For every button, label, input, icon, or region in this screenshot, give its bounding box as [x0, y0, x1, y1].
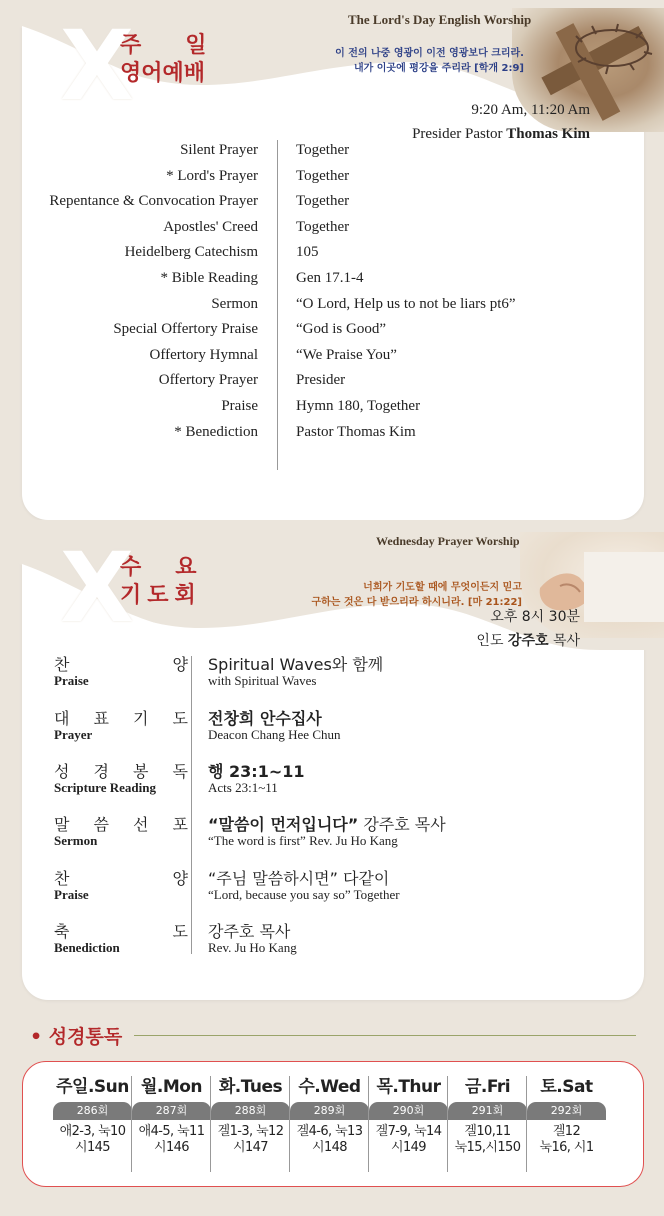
- day-name: 화.Tues: [218, 1077, 283, 1097]
- day-name: 수.Wed: [298, 1077, 361, 1097]
- order-row: [22, 342, 642, 368]
- order-korean-value: [208, 866, 389, 889]
- label-char: 축: [54, 922, 70, 941]
- wednesday-order-row: [22, 706, 642, 756]
- bible-day: [369, 1074, 448, 1156]
- day-reading-line2: 눅15,시150: [454, 1140, 521, 1155]
- wednesday-x-mark: X: [60, 532, 135, 644]
- wednesday-order-row: [22, 812, 642, 862]
- order-korean-value-bold: “말씀이 먼저입니다”: [208, 815, 359, 834]
- order-value: 105: [296, 244, 319, 261]
- day-name: 목.Thur: [376, 1077, 441, 1097]
- order-korean-label: [54, 652, 188, 675]
- order-value: Together: [296, 193, 350, 210]
- day-reading-line2: 시149: [391, 1140, 426, 1155]
- day-session-badge: 286회: [53, 1102, 132, 1120]
- sunday-time: 9:20 Am, 11:20 Am: [471, 102, 590, 118]
- day-separator: [131, 1076, 132, 1172]
- day-separator: [447, 1076, 448, 1172]
- label-char: 찬: [54, 655, 70, 674]
- day-session-badge: 287회: [132, 1102, 211, 1120]
- order-label: Apostles' Creed: [163, 218, 258, 235]
- bible-day: [448, 1074, 527, 1156]
- order-label: Praise: [221, 398, 258, 414]
- order-korean-value: [208, 919, 290, 942]
- order-korean-value-text: 강주호 목사: [358, 815, 446, 834]
- order-row: [22, 393, 642, 419]
- label-char: 양: [172, 655, 188, 674]
- order-english-value: with Spiritual Waves: [208, 673, 317, 688]
- label-char: 경: [93, 762, 109, 781]
- order-value: “O Lord, Help us to not be liars pt6”: [296, 295, 516, 312]
- leader-prefix: 인도: [476, 633, 508, 649]
- order-label: Special Offertory Praise: [113, 321, 258, 338]
- order-label: Offertory Hymnal: [149, 346, 258, 363]
- label-char: 표: [93, 709, 109, 728]
- order-english-label: Praise: [54, 887, 89, 902]
- day-reading-line1: 겔4-6, 눅13: [296, 1124, 363, 1139]
- order-row: [22, 163, 642, 189]
- order-english-value: “Lord, because you say so” Together: [208, 887, 400, 902]
- order-label: Sermon: [211, 295, 258, 312]
- order-row: [22, 419, 642, 445]
- day-name: 주일.Sun: [56, 1077, 129, 1097]
- bible-day: [527, 1074, 606, 1156]
- presider-name: Thomas Kim: [506, 126, 590, 142]
- wednesday-leader: [476, 630, 580, 650]
- order-korean-value: [208, 812, 446, 835]
- order-english-value: Deacon Chang Hee Chun: [208, 727, 341, 742]
- order-label: Offertory Prayer: [158, 372, 258, 389]
- order-row: [22, 316, 642, 342]
- wednesday-order-row: [22, 652, 642, 702]
- order-english-value: Rev. Ju Ho Kang: [208, 940, 297, 955]
- day-reading-line2: 시148: [312, 1140, 347, 1155]
- order-korean-value-text: 행 23:1~11: [208, 762, 305, 781]
- day-reading-line2: 시146: [154, 1140, 189, 1155]
- order-korean-label: [54, 866, 188, 889]
- sunday-verse: [335, 46, 524, 76]
- label-char: 양: [172, 869, 188, 888]
- bible-reading-heading: • 성경통독: [30, 1026, 123, 1048]
- bible-day: [290, 1074, 369, 1156]
- day-session-badge: 289회: [290, 1102, 369, 1120]
- bible-day: [211, 1074, 290, 1156]
- label-char: 찬: [54, 869, 70, 888]
- wednesday-order-row: [22, 919, 642, 969]
- order-row: [22, 239, 642, 265]
- order-value: “We Praise You”: [296, 346, 397, 363]
- order-value: Together: [296, 167, 350, 184]
- bible-day: [53, 1074, 132, 1156]
- sunday-title-line2: 영어예배: [120, 61, 206, 86]
- order-korean-value: [208, 706, 322, 729]
- order-row: [22, 214, 642, 240]
- label-char: 씀: [93, 815, 109, 834]
- day-reading-line1: 겔7-9, 눅14: [375, 1124, 442, 1139]
- order-value: Together: [296, 218, 350, 235]
- order-row: [22, 291, 642, 317]
- wednesday-order-row: [22, 759, 642, 809]
- sunday-title-line1: 주 일: [120, 33, 207, 58]
- day-separator: [368, 1076, 369, 1172]
- label-char: 성: [54, 762, 70, 781]
- label-char: 도: [172, 922, 188, 941]
- order-value: “God is Good”: [296, 321, 386, 338]
- wednesday-title-line2: 기도회: [120, 583, 202, 608]
- order-korean-label: [54, 812, 188, 835]
- order-row: [22, 367, 642, 393]
- wednesday-order-row: [22, 866, 642, 916]
- order-english-label: Scripture Reading: [54, 780, 156, 795]
- label-char: 기: [133, 709, 149, 728]
- wednesday-english-title: Wednesday Prayer Worship: [376, 534, 520, 548]
- order-korean-value-text: “주님 말씀하시면” 다같이: [208, 869, 390, 888]
- day-reading-line1: 애4-5, 눅11: [138, 1124, 205, 1139]
- leader-name: 강주호: [507, 633, 549, 649]
- day-reading-line1: 애2-3, 눅10: [59, 1124, 126, 1139]
- label-char: 도: [172, 709, 188, 728]
- label-char: 말: [54, 815, 70, 834]
- order-value: Together: [296, 142, 350, 158]
- order-label: Silent Prayer: [180, 142, 258, 158]
- label-char: 선: [133, 815, 149, 834]
- order-value: Gen 17.1-4: [296, 270, 364, 286]
- order-label: Heidelberg Catechism: [124, 244, 258, 261]
- order-row: [22, 188, 642, 214]
- order-english-label: Sermon: [54, 833, 98, 848]
- wednesday-verse-line1: 너희가 기도할 때에 무엇이든지 믿고: [363, 582, 522, 593]
- leader-suffix: 목사: [548, 633, 580, 649]
- order-english-label: Praise: [54, 673, 89, 688]
- sunday-x-mark: X: [60, 10, 135, 122]
- order-row: [22, 265, 642, 291]
- wednesday-verse-line2: 구하는 것은 다 받으리라 하시니라. [마 21:22]: [311, 597, 522, 608]
- order-korean-value: [208, 759, 305, 782]
- label-char: 봉: [133, 762, 149, 781]
- day-session-badge: 291회: [448, 1102, 527, 1120]
- order-korean-value-text: 강주호 목사: [208, 922, 291, 941]
- order-english-label: Prayer: [54, 727, 93, 742]
- order-label: Repentance & Convocation Prayer: [49, 193, 258, 210]
- wednesday-time: 오후 8시 30분: [490, 609, 580, 625]
- day-name: 월.Mon: [140, 1077, 203, 1097]
- order-english-label: Benediction: [54, 940, 120, 955]
- order-label: * Benediction: [174, 423, 258, 440]
- presider-prefix: Presider Pastor: [412, 126, 507, 142]
- day-reading-line2: 눅16, 시1: [539, 1140, 594, 1155]
- sunday-english-title: The Lord's Day English Worship: [348, 12, 532, 27]
- day-separator: [289, 1076, 290, 1172]
- label-char: 대: [54, 709, 70, 728]
- bible-day: [132, 1074, 211, 1156]
- day-separator: [526, 1076, 527, 1172]
- sunday-verse-line2: 내가 이곳에 평강을 주리라 [학개 2:9]: [353, 63, 524, 74]
- bible-heading-rule: [134, 1035, 636, 1036]
- order-korean-value: [208, 652, 383, 675]
- day-session-badge: 292회: [527, 1102, 606, 1120]
- day-session-badge: 288회: [211, 1102, 290, 1120]
- day-reading-line1: 겔12: [552, 1124, 581, 1139]
- order-label: * Lord's Prayer: [166, 167, 258, 184]
- day-reading-line2: 시147: [233, 1140, 268, 1155]
- order-korean-label: [54, 759, 188, 782]
- label-char: 독: [172, 762, 188, 781]
- sunday-verse-line1: 이 전의 나중 영광이 이전 영광보다 크리라.: [335, 48, 524, 59]
- sunday-korean-title: [120, 32, 207, 88]
- day-name: 금.Fri: [464, 1077, 511, 1097]
- order-english-value: Acts 23:1~11: [208, 780, 278, 795]
- wednesday-title-line1: 수 요: [120, 555, 203, 580]
- day-reading-line2: 시145: [75, 1140, 110, 1155]
- day-reading-line1: 겔1-3, 눅12: [217, 1124, 284, 1139]
- order-value: Presider: [296, 372, 346, 389]
- order-korean-label: [54, 919, 188, 942]
- order-korean-label: [54, 706, 188, 729]
- order-label: * Bible Reading: [160, 270, 258, 286]
- day-reading-line1: 겔10,11: [464, 1124, 511, 1139]
- order-korean-value-text: Spiritual Waves와 함께: [208, 655, 384, 674]
- wednesday-korean-title: [120, 554, 203, 610]
- bible-reading-table: [22, 1061, 644, 1187]
- order-value: Hymn 180, Together: [296, 398, 421, 414]
- order-row: [22, 137, 642, 163]
- order-english-value: “The word is first” Rev. Ju Ho Kang: [208, 833, 398, 848]
- day-session-badge: 290회: [369, 1102, 448, 1120]
- order-value: Pastor Thomas Kim: [296, 423, 416, 440]
- day-separator: [210, 1076, 211, 1172]
- order-korean-value-text: 전창희 안수집사: [208, 709, 322, 728]
- day-name: 토.Sat: [540, 1077, 593, 1097]
- label-char: 포: [172, 815, 188, 834]
